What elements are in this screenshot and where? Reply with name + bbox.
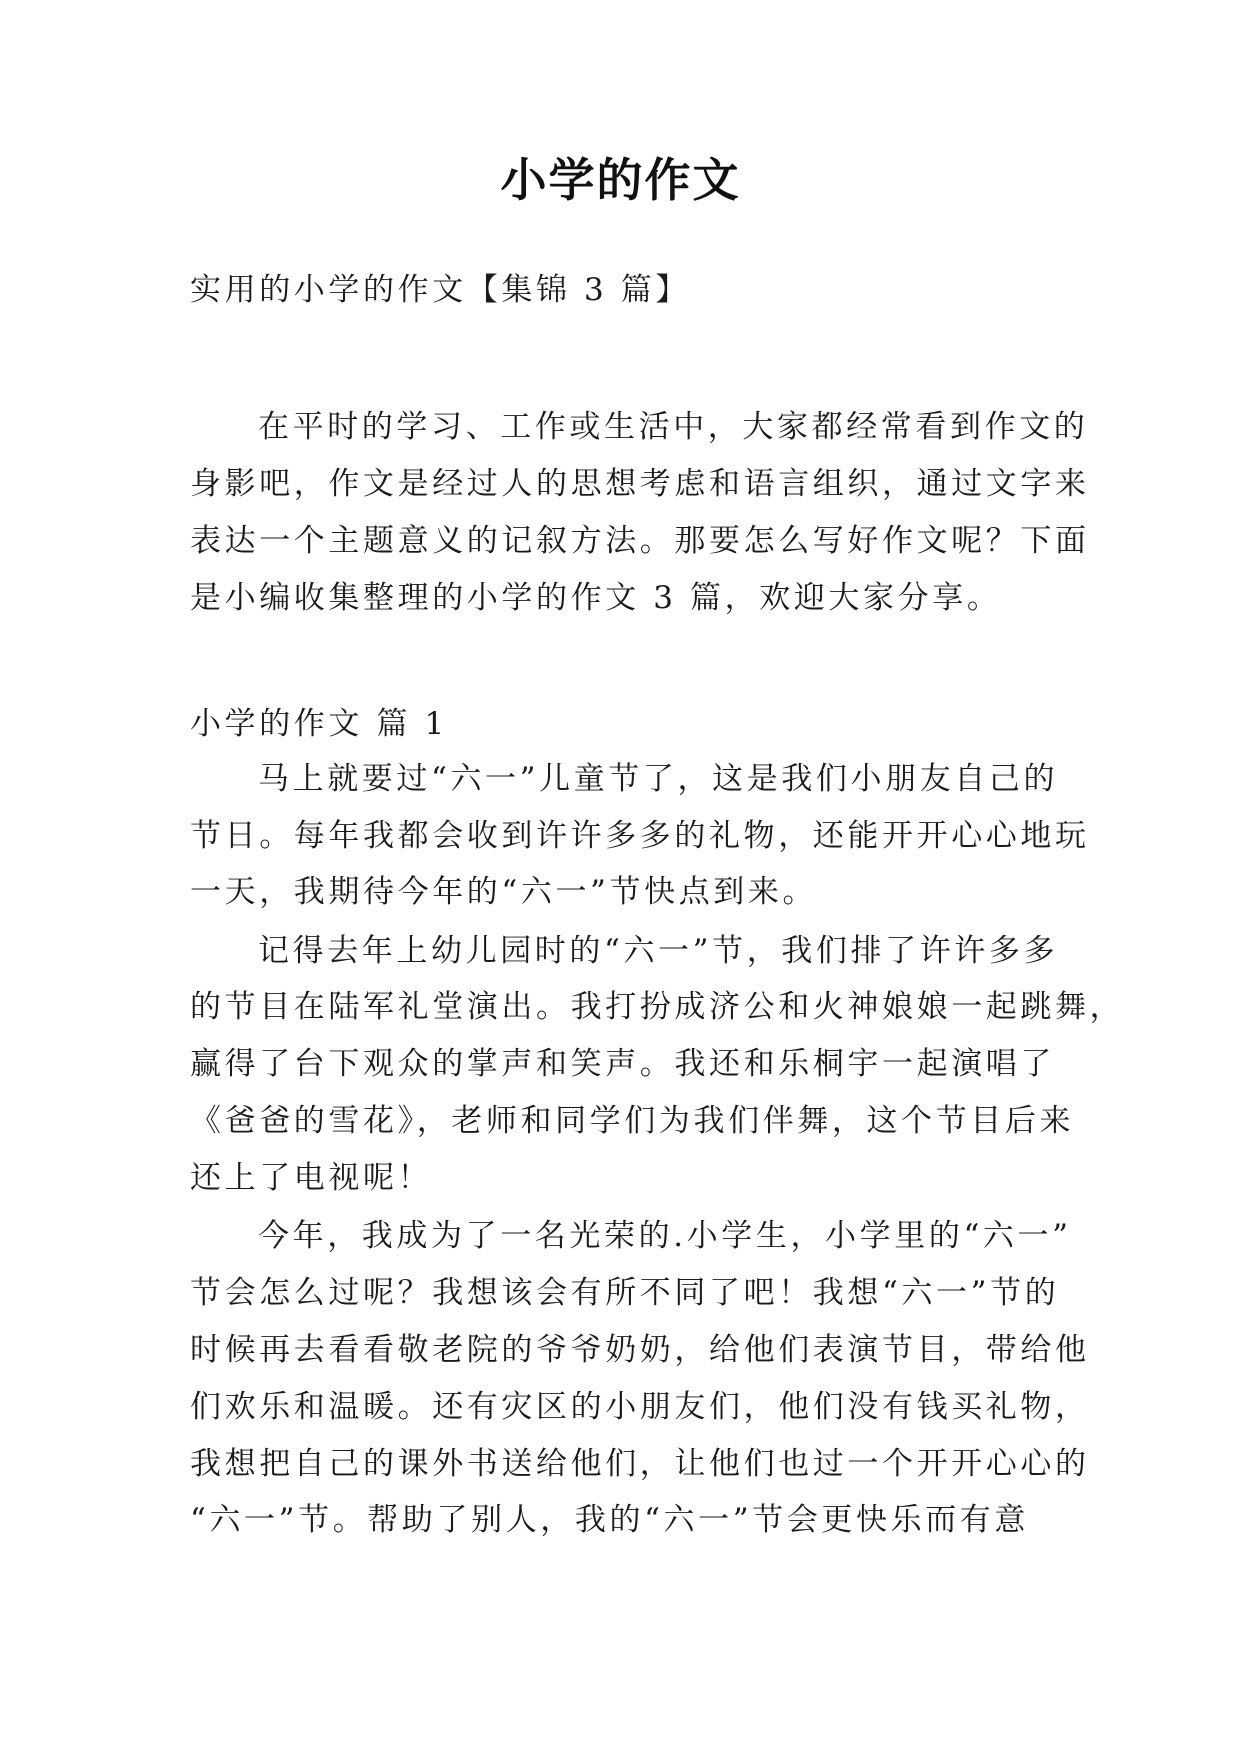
- paragraph-line: 节会怎么过呢？我想该会有所不同了吧！我想“六一”节的: [190, 1275, 1060, 1311]
- paragraph-line: 时候再去看看敬老院的爷爷奶奶，给他们表演节目，带给他: [190, 1332, 1090, 1368]
- paragraph-line: 的节目在陆军礼堂演出。我打扮成济公和火神娘娘一起跳舞，: [190, 989, 1125, 1025]
- paragraph-line: “六一”节。帮助了别人，我的“六一”节会更快乐而有意: [190, 1502, 1029, 1538]
- intro-line: 是小编收集整理的小学的作文 3 篇，欢迎大家分享。: [190, 580, 1002, 616]
- document-subtitle: 实用的小学的作文【集锦 3 篇】: [190, 272, 691, 308]
- paragraph-line: 马上就要过“六一”儿童节了，这是我们小朋友自己的: [258, 761, 1059, 797]
- paragraph-line: 《爸爸的雪花》，老师和同学们为我们伴舞，这个节目后来: [190, 1103, 1075, 1139]
- section-heading: 小学的作文 篇 1: [190, 706, 448, 742]
- paragraph-line: 我想把自己的课外书送给他们，让他们也过一个开开心心的: [190, 1446, 1090, 1482]
- document-title: 小学的作文: [500, 153, 741, 207]
- paragraph-line: 们欢乐和温暖。还有灾区的小朋友们，他们没有钱买礼物，: [190, 1389, 1090, 1425]
- intro-line: 在平时的学习、工作或生活中，大家都经常看到作文的: [258, 409, 1089, 445]
- paragraph-line: 节日。每年我都会收到许许多多的礼物，还能开开心心地玩: [190, 818, 1090, 854]
- intro-line: 表达一个主题意义的记叙方法。那要怎么写好作文呢？下面: [190, 523, 1090, 559]
- paragraph-line: 一天，我期待今年的“六一”节快点到来。: [190, 874, 818, 910]
- paragraph-line: 记得去年上幼儿园时的“六一”节，我们排了许许多多: [258, 933, 1059, 969]
- intro-line: 身影吧，作文是经过人的思想考虑和语言组织，通过文字来: [190, 466, 1090, 502]
- paragraph-line: 今年，我成为了一名光荣的.小学生，小学里的“六一”: [258, 1218, 1072, 1254]
- paragraph-line: 还上了电视呢！: [190, 1160, 433, 1196]
- paragraph-line: 赢得了台下观众的掌声和笑声。我还和乐桐宇一起演唱了: [190, 1046, 1055, 1082]
